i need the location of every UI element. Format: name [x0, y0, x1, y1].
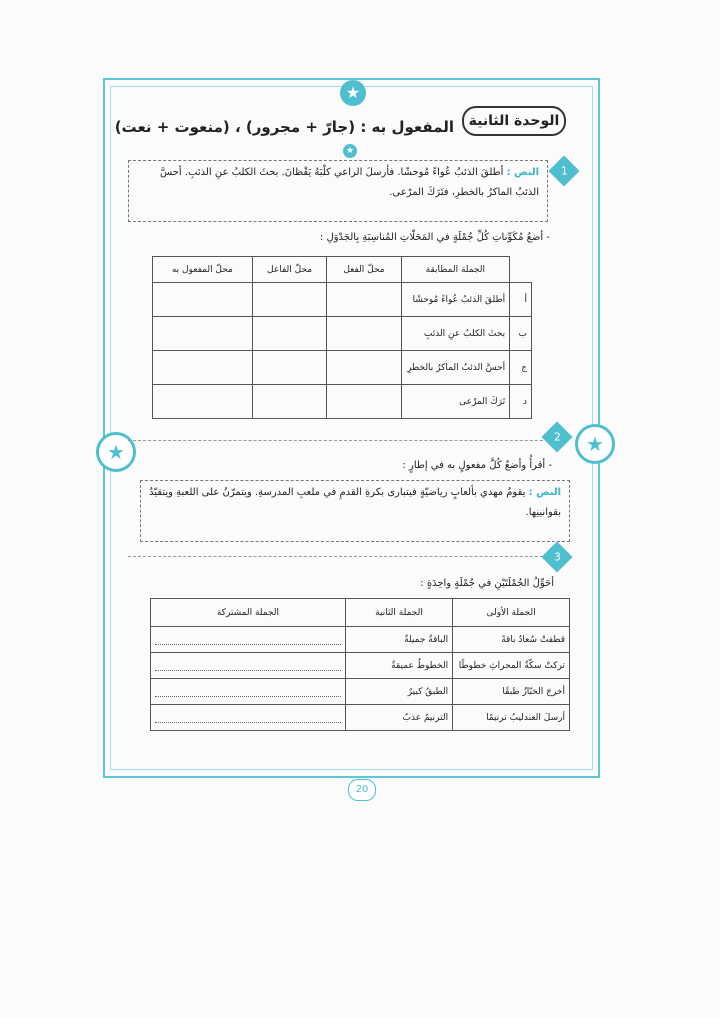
answer-cell[interactable]: [151, 627, 346, 653]
col-header-first: الجملة الأولى: [453, 599, 570, 627]
answer-cell[interactable]: [252, 351, 327, 385]
answer-cell[interactable]: [327, 283, 401, 317]
col-header-combined: الجملة المشتركة: [151, 599, 346, 627]
answer-cell[interactable]: [327, 317, 401, 351]
section-1-table: [152, 256, 532, 419]
lesson-title: المفعول به : (جارّ + مجرور) ، (منعوت + نعت): [114, 118, 454, 136]
answer-cell[interactable]: [327, 385, 401, 419]
section-divider: [128, 440, 568, 441]
table-row: أ أطلقَ الذئبُ عُواءً مُوحشًا: [153, 283, 532, 317]
table-row: ج أحسَّ الذئبُ الماكرُ بالخطرِ: [153, 351, 532, 385]
right-star-ornament: ★: [575, 424, 615, 464]
left-star-ornament: ★: [96, 432, 136, 472]
answer-cell[interactable]: [153, 385, 253, 419]
section-1-text: أطلقَ الذئبُ عُواءً مُوحشًا. فأرسلَ الراعي كلْبَهُ يَقْظانَ. بحثَ الكلبُ عنِ الذئبِ. أحسَّ الذئبُ الماكرُ بالخطرِ، فتَرَكَ المرْعى.: [159, 167, 539, 198]
answer-cell[interactable]: [151, 653, 346, 679]
unit-label: الوحدة الثانية: [462, 106, 566, 136]
col-header-object: محلّ المفعول به: [153, 257, 253, 283]
page-number: 20: [348, 779, 376, 801]
section-3-number: 3: [541, 541, 572, 572]
section-2-number: 2: [541, 421, 572, 452]
col-header-sentence: الجملة المطابقة: [401, 257, 510, 283]
table-row: قطفتْ سُعادُ باقةً الباقةُ جميلةٌ: [151, 627, 570, 653]
section-1-instruction: - أضعُ مُكَوِّناتِ كُلِّ جُمْلَةٍ في المَحَلّاتِ المُناسِبَةِ بِالجَدْوَلِ :: [319, 232, 550, 243]
answer-cell[interactable]: [252, 385, 327, 419]
table-row: أرسلَ العندليبُ ترنيمًا الترنيمُ عذبٌ: [151, 705, 570, 731]
col-header-verb: محلّ الفعل: [327, 257, 401, 283]
table-row: ب بحثَ الكلبُ عنِ الذئبِ: [153, 317, 532, 351]
section-3-instruction: أحَوِّلُ الجُمْلَتَيْنِ في جُمْلَةٍ واحِدَةٍ :: [420, 578, 554, 589]
section-1-text-label: النص :: [506, 167, 539, 178]
answer-cell[interactable]: [153, 283, 253, 317]
section-2-text-box: [140, 480, 570, 542]
section-2-text-label: النص :: [528, 487, 561, 498]
table-row: أخرجَ الخبّازُ طبقًا الطبقُ كبيرٌ: [151, 679, 570, 705]
answer-cell[interactable]: [153, 317, 253, 351]
answer-cell[interactable]: [151, 705, 346, 731]
page-header: [114, 106, 566, 148]
section-1-number: 1: [548, 155, 579, 186]
header-ornament: ★: [343, 144, 357, 158]
answer-cell[interactable]: [327, 351, 401, 385]
answer-cell[interactable]: [151, 679, 346, 705]
table-row: د تَرَكَ المرْعى: [153, 385, 532, 419]
answer-cell[interactable]: [153, 351, 253, 385]
section-1-text-box: [128, 160, 548, 222]
table-row: تركتْ سكّةُ المحراثِ خطوطًا الخطوطُ عميقةٌ: [151, 653, 570, 679]
section-3-table: [150, 598, 570, 731]
section-2-instruction: - أقرأُ وأضعُ كُلَّ مفعولٍ به في إطارٍ :: [402, 460, 552, 471]
section-2-text: يقومُ مهدي بألعابٍ رياضيّةٍ فيتبارى بكرةِ القدمِ في ملعبِ المدرسةِ. ويتمرّنُ على اللعبةِ ويتقيّدُ بقوانينِها.: [149, 487, 561, 518]
answer-cell[interactable]: [252, 317, 327, 351]
section-divider: [128, 556, 568, 557]
answer-cell[interactable]: [252, 283, 327, 317]
top-star-ornament: ★: [340, 80, 366, 106]
col-header-subject: محلّ الفاعل: [252, 257, 327, 283]
col-header-second: الجملة الثانية: [345, 599, 452, 627]
